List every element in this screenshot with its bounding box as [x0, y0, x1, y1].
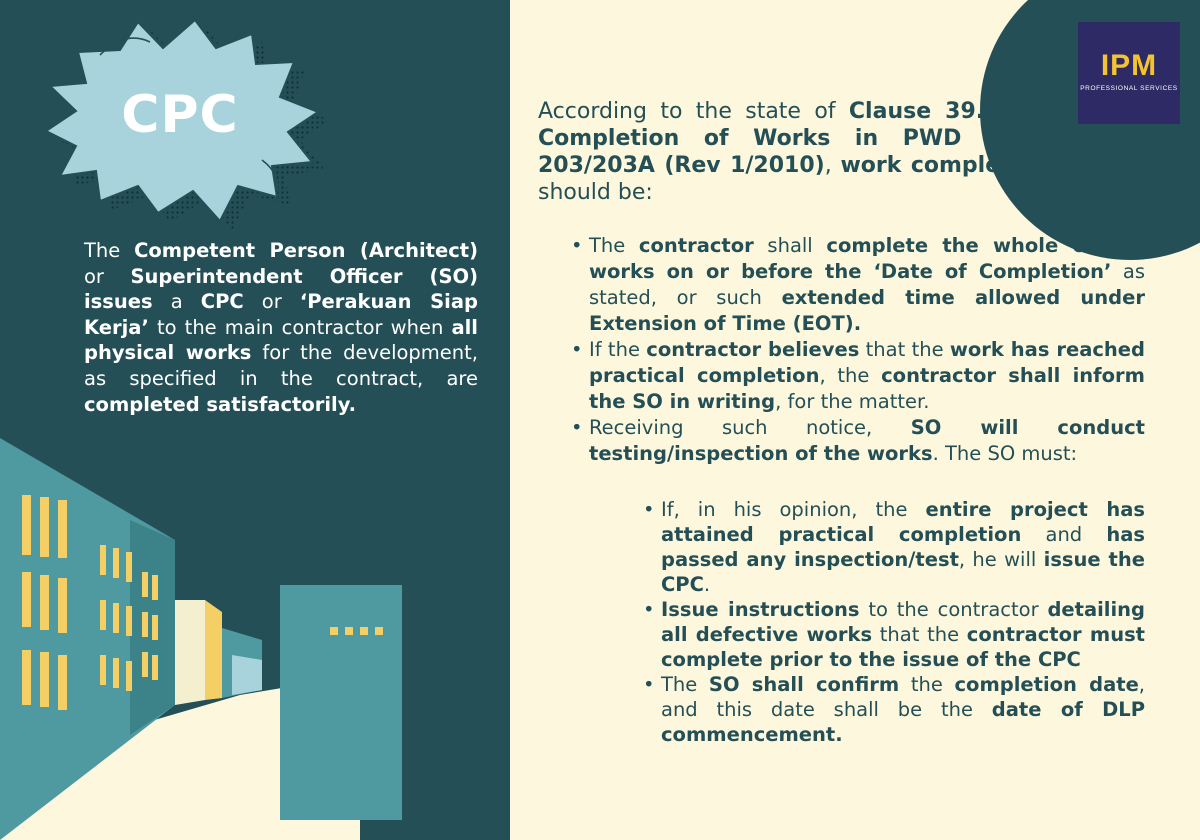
so-action-list-item — [661, 672, 1145, 747]
building-small-light — [232, 655, 262, 695]
text-segment: . — [703, 573, 711, 596]
ipm-logo — [1078, 22, 1180, 124]
text-segment: . The SO must: — [932, 442, 1078, 465]
bold-text-segment: completed satisfactorily. — [84, 392, 357, 416]
bold-text-segment: complete the whole of the works on or before the ‘Date of Completion’ — [589, 234, 1145, 283]
window — [142, 572, 148, 597]
window — [40, 575, 49, 630]
bold-text-segment: Issue instructions — [661, 598, 860, 621]
window — [126, 552, 132, 582]
bold-text-segment: issues — [84, 290, 153, 314]
building-right — [280, 585, 402, 820]
bold-text-segment: Competent Person (Architect) — [134, 239, 478, 262]
text-segment: The — [661, 673, 709, 696]
bold-text-segment: CPC — [200, 290, 244, 314]
intro-paragraph — [84, 238, 478, 417]
text-segment: If, in his opinion, the — [661, 498, 926, 521]
requirement-list-item — [589, 233, 1145, 337]
window — [126, 606, 132, 636]
text-segment: and — [1021, 523, 1107, 546]
bold-text-segment: contractor shall inform the SO in writing — [589, 364, 1145, 413]
window — [100, 655, 106, 685]
window — [58, 578, 67, 633]
window — [22, 495, 31, 555]
window — [152, 655, 158, 680]
text-segment: a — [152, 290, 201, 314]
text-segment: According to the state of — [538, 99, 849, 124]
bold-text-segment: SO shall confirm — [708, 673, 900, 696]
building-cream-side — [205, 600, 222, 700]
so-action-list-item — [661, 497, 1145, 597]
bold-text-segment: extended time allowed under Extension of Time (EOT). — [589, 286, 1145, 335]
bold-text-segment: work has reached practical completion — [589, 338, 1145, 387]
text-segment: The — [84, 239, 135, 262]
text-segment: , — [824, 153, 841, 178]
bold-text-segment: detailing all defective works — [661, 598, 1146, 646]
text-segment: shall — [753, 234, 827, 257]
bold-text-segment: ‘Perakuan Siap Kerja’ — [84, 290, 478, 339]
window — [152, 575, 158, 600]
bold-text-segment: entire project has attained practical completion — [661, 498, 1145, 546]
text-segment: , the — [819, 364, 882, 387]
window — [40, 652, 49, 707]
bold-text-segment: contractor believes — [646, 338, 860, 361]
bold-text-segment: completion date — [954, 673, 1139, 696]
text-segment: The — [589, 234, 639, 257]
city-buildings-illustration — [0, 430, 510, 840]
window — [142, 612, 148, 637]
left-panel — [0, 0, 510, 840]
bold-text-segment: contractor — [638, 234, 754, 257]
logo-wordmark: IPM — [1100, 49, 1158, 82]
window — [40, 497, 49, 557]
so-action-list-item — [661, 597, 1145, 672]
so-actions-list — [661, 497, 1145, 747]
bold-text-segment: has passed any inspection/test — [661, 523, 1145, 571]
text-segment: If the — [589, 338, 647, 361]
logo-tagline: PROFESSIONAL SERVICES — [1080, 85, 1178, 92]
text-segment: the — [899, 673, 955, 696]
window — [113, 548, 119, 578]
bold-text-segment: Clause 39.0 for Completion of Works in PWD Form 203/203A (Rev 1/2010) — [538, 99, 1049, 178]
text-segment: as stated, or such — [589, 260, 1145, 309]
text-segment: Receiving such notice, — [589, 416, 911, 439]
text-segment: or — [243, 290, 300, 314]
text-segment: to the contractor — [859, 598, 1048, 621]
window — [58, 500, 67, 558]
clause-intro-paragraph — [538, 98, 1049, 206]
window — [142, 652, 148, 677]
window — [152, 615, 158, 640]
text-segment: , and this date shall be the — [661, 673, 1145, 721]
text-segment: should be: — [538, 180, 653, 205]
bold-text-segment: date of DLP commencement. — [661, 698, 1146, 746]
bold-text-segment: issue the CPC — [661, 548, 1145, 596]
text-segment: , for the matter. — [775, 390, 930, 413]
window — [58, 655, 67, 710]
text-segment: or — [84, 264, 131, 288]
text-segment: for the development, as specified in the contract, are — [84, 341, 478, 390]
window — [22, 572, 31, 627]
text-segment: , he will — [958, 548, 1044, 571]
bold-text-segment: contractor must complete prior to the issue of the CPC — [661, 623, 1146, 671]
text-segment: that the — [859, 338, 950, 361]
text-segment: that the — [872, 623, 967, 646]
building-cream — [175, 600, 205, 705]
window — [113, 658, 119, 688]
cpc-title: CPC — [121, 85, 239, 145]
bold-text-segment: Superintendent Officer (SO) — [130, 264, 478, 288]
bold-text-segment: all physical works — [84, 315, 478, 365]
window — [113, 603, 119, 633]
requirement-list-item — [589, 415, 1145, 467]
window — [100, 545, 106, 575]
bold-text-segment: SO will conduct testing/inspection of the works — [589, 416, 1145, 465]
window — [22, 650, 31, 705]
completion-requirements-list — [589, 233, 1145, 467]
window — [126, 661, 132, 691]
bold-text-segment: work completion — [840, 153, 1049, 178]
window — [100, 600, 106, 630]
requirement-list-item — [589, 337, 1145, 415]
text-segment: to the main contractor when — [148, 315, 452, 339]
